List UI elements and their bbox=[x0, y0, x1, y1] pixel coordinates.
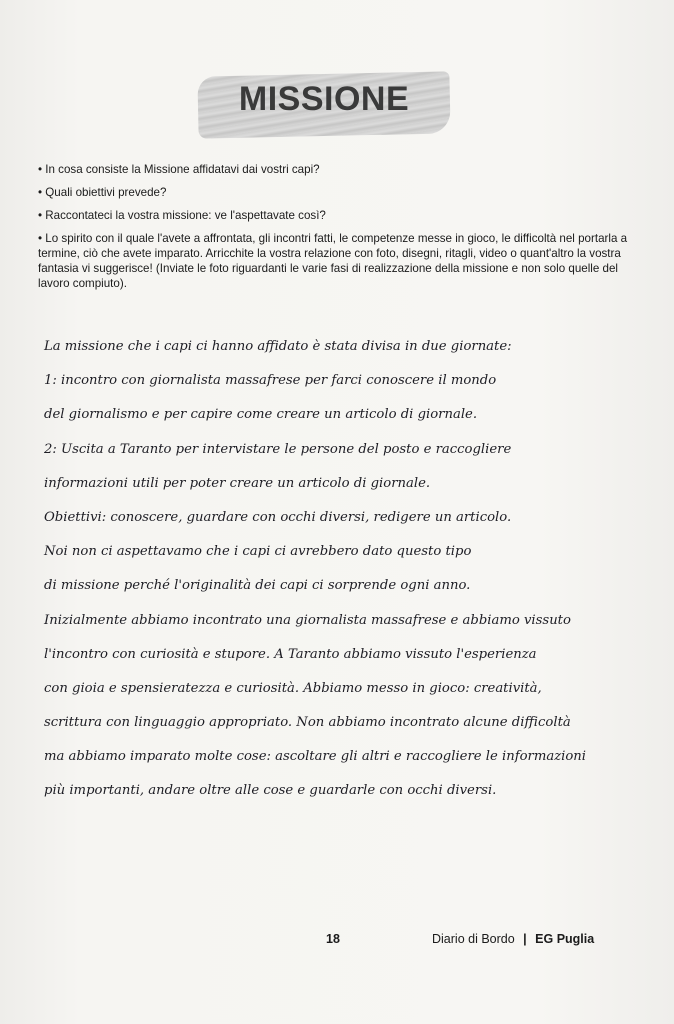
question-item: • In cosa consiste la Missione affidatavi dai vostri capi? bbox=[38, 163, 320, 176]
footer-brand: EG Puglia bbox=[535, 932, 595, 946]
handwritten-line: Inizialmente abbiamo incontrato una giornalista massafrese e abbiamo vissuto bbox=[44, 612, 571, 628]
question-item: • Quali obiettivi prevede? bbox=[38, 186, 167, 199]
handwritten-line: del giornalismo e per capire come creare un articolo di giornale. bbox=[44, 407, 478, 423]
handwritten-line: scrittura con linguaggio appropriato. Non abbiamo incontrato alcune difficoltà bbox=[44, 715, 571, 731]
page-title: MISSIONE bbox=[238, 80, 410, 118]
question-item: • Lo spirito con il quale l'avete a affrontata, gli incontri fatti, le competenze messe in gioco, le difficoltà nel portarla a termine, ciò che avete imparato. Arricchite la vostra relazione con foto, disegni, ritagli, video o quant'altro la vostra fantasia vi suggerisce! (Inviate le foto riguardanti le varie fasi di realizzazione della missione e non solo quelle del lavoro compiuto). bbox=[38, 232, 628, 290]
page-number: 18 bbox=[326, 932, 340, 946]
footer-diary-title: Diario di Bordo bbox=[432, 932, 515, 946]
handwritten-line: Noi non ci aspettavamo che i capi ci avrebbero dato questo tipo bbox=[44, 544, 472, 560]
handwritten-answer bbox=[44, 330, 674, 809]
handwritten-line: ma abbiamo imparato molte cose: ascoltare gli altri e raccogliere le informazioni bbox=[44, 749, 587, 765]
handwritten-line: La missione che i capi ci hanno affidato è stata divisa in due giornate: bbox=[44, 339, 512, 354]
page-footer bbox=[0, 932, 674, 952]
footer-separator: | bbox=[523, 932, 527, 946]
handwritten-line: con gioia e spensieratezza e curiosità. Abbiamo messo in gioco: creatività, bbox=[44, 680, 542, 696]
handwritten-line: più importanti, andare oltre alle cose e guardarle con occhi diversi. bbox=[44, 783, 497, 799]
handwritten-line: 1: incontro con giornalista massafrese per farci conoscere il mondo bbox=[44, 373, 497, 389]
question-list bbox=[38, 162, 638, 299]
question-item: • Raccontateci la vostra missione: ve l'aspettavate così? bbox=[38, 209, 326, 222]
footer-publication bbox=[432, 932, 594, 946]
handwritten-line: 2: Uscita a Taranto per intervistare le persone del posto e raccogliere bbox=[44, 441, 512, 457]
handwritten-line: informazioni utili per poter creare un articolo di giornale. bbox=[44, 475, 431, 491]
handwritten-line: Obiettivi: conoscere, guardare con occhi diversi, redigere un articolo. bbox=[44, 509, 512, 525]
handwritten-line: l'incontro con curiosità e stupore. A Taranto abbiamo vissuto l'esperienza bbox=[44, 646, 537, 662]
handwritten-line: di missione perché l'originalità dei capi ci sorprende ogni anno. bbox=[44, 578, 471, 594]
